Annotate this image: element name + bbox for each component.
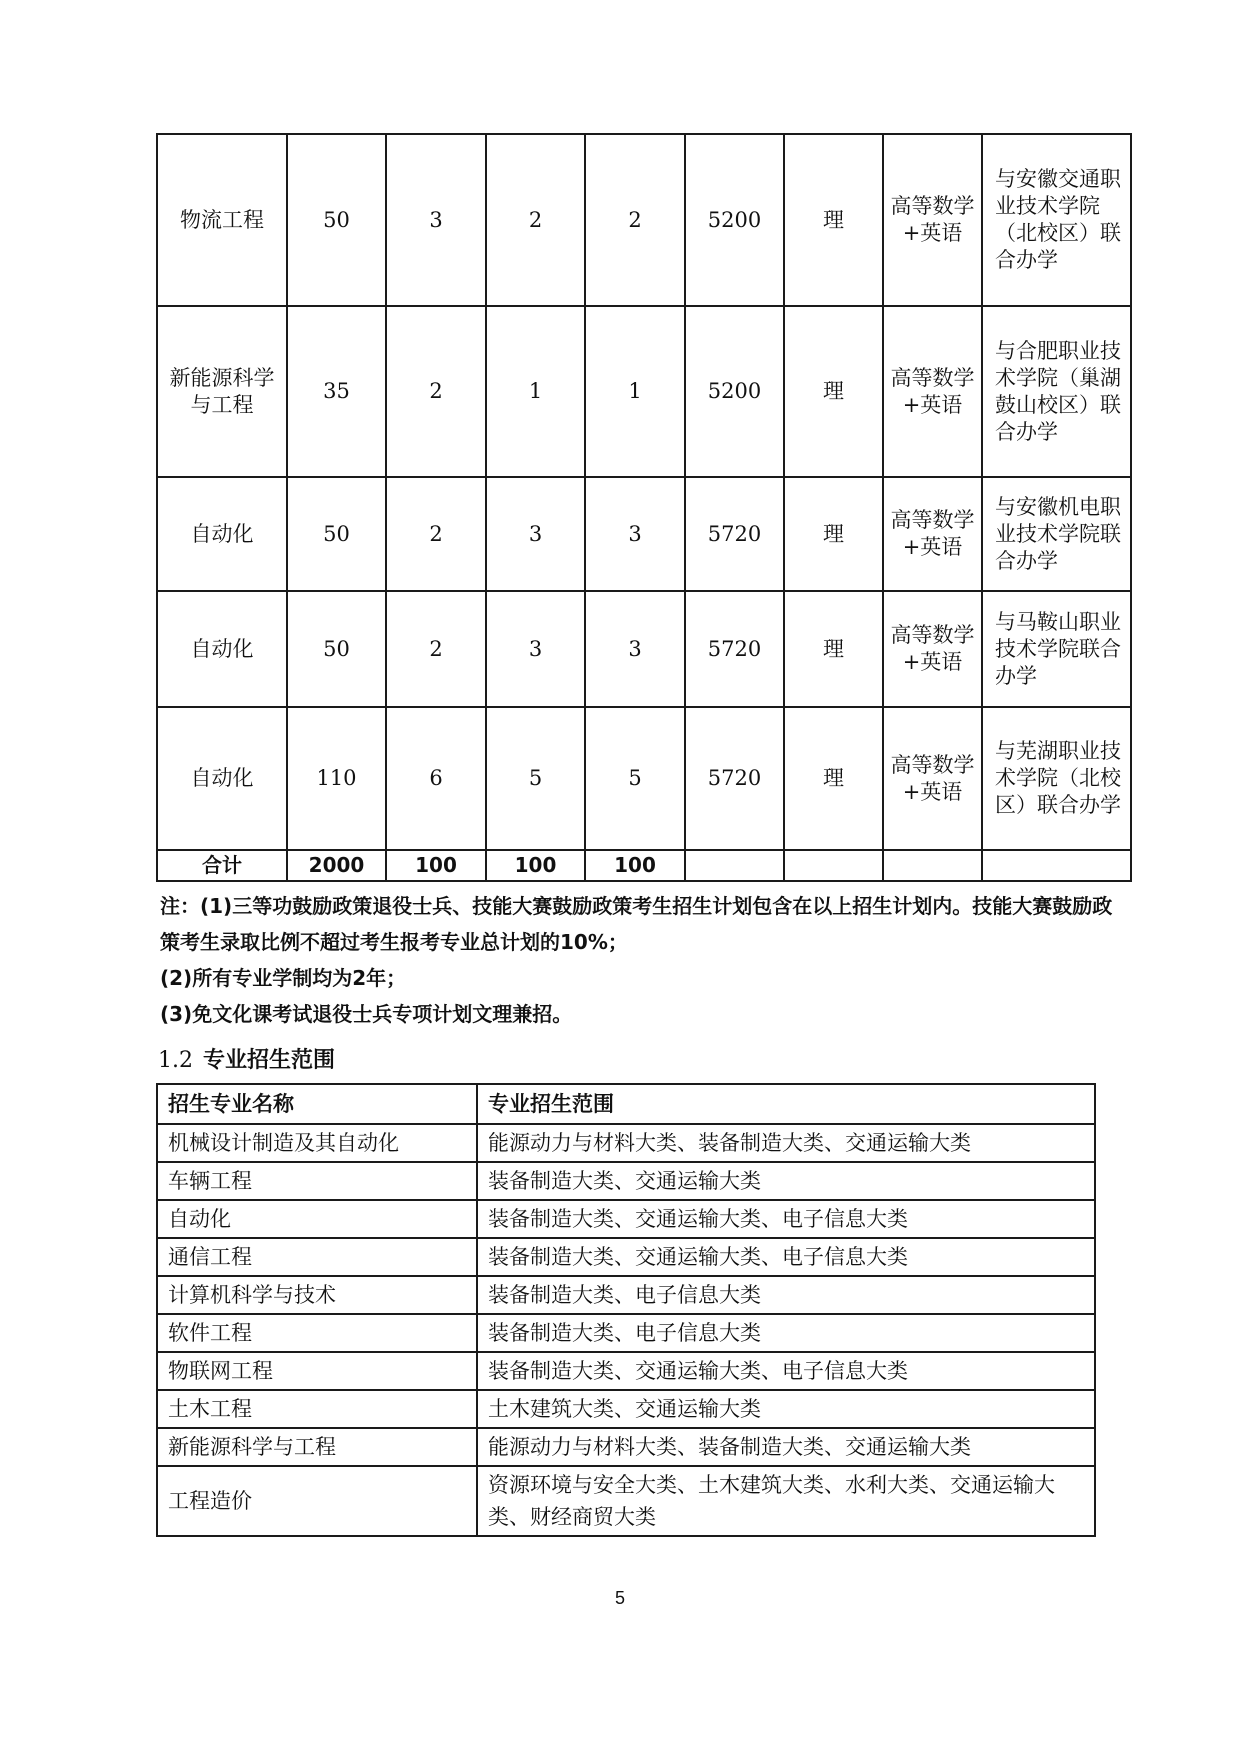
total-plan-cell: 110 — [287, 707, 386, 850]
fee-cell: 5200 — [685, 134, 784, 306]
major-cell: 自动化 — [157, 707, 287, 850]
scope-cell: 装备制造大类、电子信息大类 — [477, 1314, 1095, 1352]
exam-course-cell: 高等数学+英语 — [883, 591, 982, 707]
remark-cell: 与安徽机电职业技术学院联合办学 — [982, 477, 1131, 591]
table-header-row — [157, 1084, 1095, 1124]
notes-block — [160, 888, 1120, 1032]
table-row — [157, 1390, 1095, 1428]
exam-course-cell: 高等数学+英语 — [883, 134, 982, 306]
fee-cell: 5200 — [685, 306, 784, 477]
header-major-name: 招生专业名称 — [157, 1084, 477, 1124]
major-cell: 自动化 — [157, 477, 287, 591]
remark-cell: 与马鞍山职业技术学院联合办学 — [982, 591, 1131, 707]
plan-cell: 6 — [386, 707, 486, 850]
exam-course-cell: 高等数学+英语 — [883, 477, 982, 591]
plan-cell: 3 — [486, 477, 585, 591]
remark-cell: 与合肥职业技术学院（巢湖鼓山校区）联合办学 — [982, 306, 1131, 477]
table-row — [157, 306, 1131, 477]
table-row — [157, 707, 1131, 850]
plan-cell: 3 — [585, 477, 685, 591]
fee-cell: 5720 — [685, 477, 784, 591]
plan-cell: 1 — [585, 306, 685, 477]
subject-type-cell: 理 — [784, 477, 883, 591]
exam-course-cell: 高等数学+英语 — [883, 306, 982, 477]
scope-cell: 装备制造大类、交通运输大类、电子信息大类 — [477, 1352, 1095, 1390]
major-name-cell: 软件工程 — [157, 1314, 477, 1352]
total-plan-cell: 50 — [287, 134, 386, 306]
plan-cell: 3 — [386, 134, 486, 306]
major-name-cell: 土木工程 — [157, 1390, 477, 1428]
empty-cell — [784, 850, 883, 881]
subject-type-cell: 理 — [784, 306, 883, 477]
major-name-cell: 车辆工程 — [157, 1162, 477, 1200]
scope-cell: 能源动力与材料大类、装备制造大类、交通运输大类 — [477, 1124, 1095, 1162]
scope-cell: 能源动力与材料大类、装备制造大类、交通运输大类 — [477, 1428, 1095, 1466]
table-row — [157, 1428, 1095, 1466]
enrollment-scope-table — [156, 1083, 1096, 1537]
exam-course-cell: 高等数学+英语 — [883, 707, 982, 850]
page-number: 5 — [614, 1588, 625, 1608]
total-plan-cell: 2000 — [287, 850, 386, 881]
table-row — [157, 1352, 1095, 1390]
note-3: (3)免文化课考试退役士兵专项计划文理兼招。 — [160, 1002, 573, 1026]
scope-cell: 装备制造大类、电子信息大类 — [477, 1276, 1095, 1314]
scope-cell: 装备制造大类、交通运输大类 — [477, 1162, 1095, 1200]
major-cell: 自动化 — [157, 591, 287, 707]
scope-cell: 装备制造大类、交通运输大类、电子信息大类 — [477, 1200, 1095, 1238]
table-row — [157, 1238, 1095, 1276]
plan-cell: 3 — [486, 591, 585, 707]
remark-cell: 与芜湖职业技术学院（北校区）联合办学 — [982, 707, 1131, 850]
subject-type-cell: 理 — [784, 591, 883, 707]
empty-cell — [685, 850, 784, 881]
plan-cell: 2 — [486, 134, 585, 306]
total-plan-cell: 50 — [287, 591, 386, 707]
plan-cell: 5 — [486, 707, 585, 850]
table-row — [157, 591, 1131, 707]
total-plan-cell: 35 — [287, 306, 386, 477]
plan-cell: 1 — [486, 306, 585, 477]
major-cell: 物流工程 — [157, 134, 287, 306]
table-row — [157, 1276, 1095, 1314]
note-1: 注：(1)三等功鼓励政策退役士兵、技能大赛鼓励政策考生招生计划包含在以上招生计划内。技能大赛鼓励政策考生录取比例不超过考生报考专业总计划的10%； — [160, 894, 1113, 954]
table-row — [157, 1314, 1095, 1352]
empty-cell — [883, 850, 982, 881]
plan-cell: 2 — [386, 477, 486, 591]
enrollment-plan-table — [156, 133, 1132, 882]
section-title: 专业招生范围 — [203, 1048, 336, 1073]
plan-cell: 2 — [585, 134, 685, 306]
table-row — [157, 477, 1131, 591]
subject-type-cell: 理 — [784, 134, 883, 306]
fee-cell: 5720 — [685, 591, 784, 707]
table-row — [157, 1466, 1095, 1536]
subject-type-cell: 理 — [784, 707, 883, 850]
total-row — [157, 850, 1131, 881]
scope-cell: 土木建筑大类、交通运输大类 — [477, 1390, 1095, 1428]
total-plan-cell: 100 — [486, 850, 585, 881]
table-row — [157, 1200, 1095, 1238]
fee-cell: 5720 — [685, 707, 784, 850]
major-cell: 新能源科学与工程 — [157, 306, 287, 477]
major-name-cell: 机械设计制造及其自动化 — [157, 1124, 477, 1162]
plan-cell: 2 — [386, 306, 486, 477]
major-name-cell: 通信工程 — [157, 1238, 477, 1276]
major-name-cell: 新能源科学与工程 — [157, 1428, 477, 1466]
total-plan-cell: 50 — [287, 477, 386, 591]
table-row — [157, 1124, 1095, 1162]
plan-cell: 2 — [386, 591, 486, 707]
total-label: 合计 — [157, 850, 287, 881]
major-name-cell: 自动化 — [157, 1200, 477, 1238]
remark-cell: 与安徽交通职业技术学院（北校区）联合办学 — [982, 134, 1131, 306]
header-scope: 专业招生范围 — [477, 1084, 1095, 1124]
major-name-cell: 物联网工程 — [157, 1352, 477, 1390]
plan-cell: 3 — [585, 591, 685, 707]
empty-cell — [982, 850, 1131, 881]
total-plan-cell: 100 — [585, 850, 685, 881]
note-2: (2)所有专业学制均为2年； — [160, 966, 407, 990]
plan-cell: 5 — [585, 707, 685, 850]
scope-cell: 资源环境与安全大类、土木建筑大类、水利大类、交通运输大类、财经商贸大类 — [477, 1466, 1095, 1536]
major-name-cell: 工程造价 — [157, 1466, 477, 1536]
section-heading — [158, 1043, 335, 1074]
table-row — [157, 1162, 1095, 1200]
table-row — [157, 134, 1131, 306]
scope-cell: 装备制造大类、交通运输大类、电子信息大类 — [477, 1238, 1095, 1276]
section-number: 1.2 — [158, 1048, 193, 1073]
total-plan-cell: 100 — [386, 850, 486, 881]
major-name-cell: 计算机科学与技术 — [157, 1276, 477, 1314]
